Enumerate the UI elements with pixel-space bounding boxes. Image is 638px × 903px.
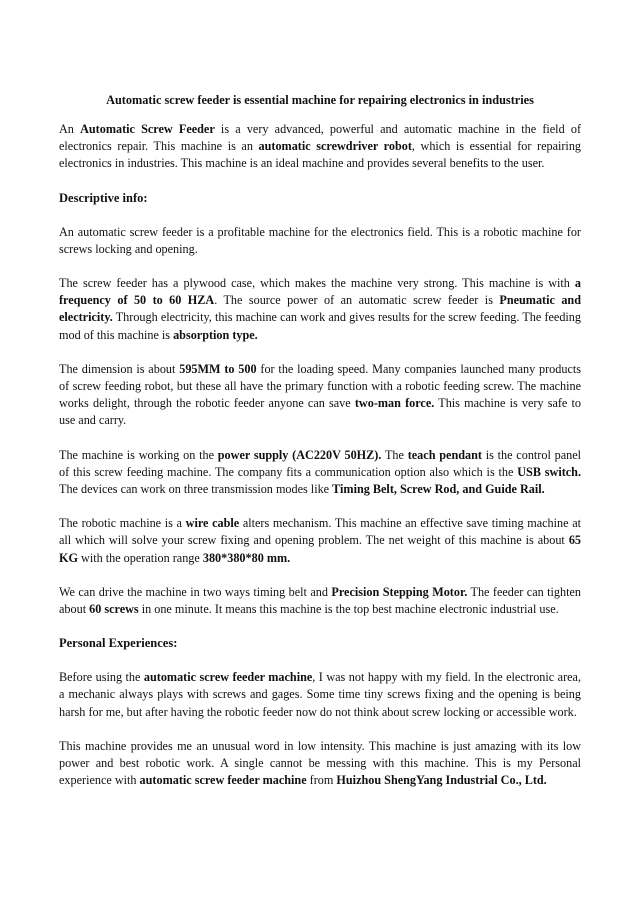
text-run: An bbox=[59, 122, 81, 136]
bold-text: Precision Stepping Motor. bbox=[331, 584, 468, 599]
descriptive-paragraph bbox=[59, 275, 581, 344]
text-run: in one minute. It means this machine is the top best machine electronic industrial use. bbox=[138, 602, 559, 617]
text-run: Through electricity, this machine can work and gives results for the screw feeding. The feeding mod of this machine is bbox=[59, 310, 581, 342]
text-run: The robotic machine is a bbox=[59, 516, 186, 531]
intro-section bbox=[59, 121, 581, 173]
text-run: This machine is very safe to use and carry. bbox=[59, 396, 581, 428]
personal-paragraph bbox=[59, 669, 581, 721]
text-run: for the loading speed. Many companies launched many products of screw feeding robot, but these all have the primary function with a robotic feeding screw. The machine works delight, through the robotic feeder anyone can save bbox=[59, 361, 581, 411]
text-run: with the operation range bbox=[77, 550, 203, 565]
text-run: Before using the bbox=[59, 670, 144, 685]
intro-paragraph bbox=[59, 121, 581, 173]
text-run: alters mechanism. This machine an effective save timing machine at all which will solve your screw fixing and opening problem. The net weight of this machine is about bbox=[59, 516, 581, 548]
descriptive-paragraph bbox=[59, 447, 581, 499]
text-run: The feeder can tighten about bbox=[59, 584, 581, 617]
text-run: , which is essential for repairing electronics in industries. This machine is an ideal machine and provides several benefits to the user. bbox=[59, 139, 582, 171]
bold-text: 60 screws bbox=[89, 602, 139, 617]
text-run: This machine provides me an unusual word in low intensity. This machine is just amazing with its low power and best robotic work. A single cannot be messing with this machine. This is my Personal experience with bbox=[59, 738, 581, 788]
text-run: The screw feeder has a plywood case, which makes the machine very strong. This machine is with bbox=[59, 276, 575, 291]
text-run: The devices can work on three transmission modes like bbox=[59, 482, 333, 497]
bold-text: USB switch. bbox=[517, 464, 581, 479]
bold-text: 380*380*80 mm. bbox=[202, 550, 291, 565]
bold-text: a frequency of 50 to 60 HZA bbox=[59, 276, 581, 308]
descriptive-heading: Descriptive info: bbox=[59, 190, 148, 205]
text-run: The machine is working on the bbox=[59, 447, 218, 462]
bold-text: automatic screwdriver robot bbox=[258, 139, 412, 154]
bold-text: wire cable bbox=[185, 516, 240, 531]
text-run: We can drive the machine in two ways timing belt and bbox=[59, 584, 332, 599]
text-run: The dimension is about bbox=[59, 361, 180, 376]
document-body bbox=[59, 92, 581, 806]
bold-text: power supply (AC220V 50HZ). bbox=[217, 447, 382, 462]
document-title: Automatic screw feeder is essential machine for repairing electronics in industries bbox=[106, 93, 534, 107]
personal-heading: Personal Experiences: bbox=[59, 636, 178, 651]
text-run: from bbox=[306, 773, 337, 788]
bold-text: absorption type. bbox=[173, 327, 258, 342]
descriptive-paragraph bbox=[59, 224, 581, 258]
bold-text: automatic screw feeder machine bbox=[143, 670, 313, 685]
bold-text: 595MM to 500 bbox=[179, 361, 257, 376]
text-run: is a very advanced, powerful and automatic machine in the field of electronics repair. This machine is an bbox=[59, 122, 581, 154]
descriptive-section bbox=[59, 224, 581, 619]
bold-text: automatic screw feeder machine bbox=[139, 773, 307, 788]
descriptive-paragraph bbox=[59, 584, 581, 618]
text-run: An automatic screw feeder is a profitable machine for the electronics field. This is a robotic machine for screws locking and opening. bbox=[59, 224, 581, 256]
bold-text: Automatic Screw Feeder bbox=[80, 122, 215, 136]
bold-text: 65 KG bbox=[59, 533, 581, 565]
personal-paragraph bbox=[59, 738, 581, 790]
descriptive-paragraph bbox=[59, 515, 581, 567]
personal-section bbox=[59, 669, 581, 789]
bold-text: Huizhou ShengYang Industrial Co., Ltd. bbox=[336, 773, 547, 788]
text-run: . The source power of an automatic screw feeder is bbox=[214, 293, 500, 308]
bold-text: Pneumatic and electricity. bbox=[59, 293, 581, 325]
descriptive-paragraph bbox=[59, 361, 581, 430]
bold-text: teach pendant bbox=[407, 447, 482, 462]
text-run: The bbox=[381, 447, 408, 462]
text-run: , I was not happy with my field. In the electronic area, a mechanic always plays with screws and gages. Some time tiny screws fixing and the opening is being harsh for me, but after having the robotic feeder now do not think about screw locking or accessible work. bbox=[59, 670, 581, 719]
bold-text: two-man force. bbox=[354, 396, 435, 411]
bold-text: Timing Belt, Screw Rod, and Guide Rail. bbox=[332, 482, 545, 497]
text-run: is the control panel of this screw feeding machine. The company fits a communication option also which is the bbox=[59, 447, 582, 479]
